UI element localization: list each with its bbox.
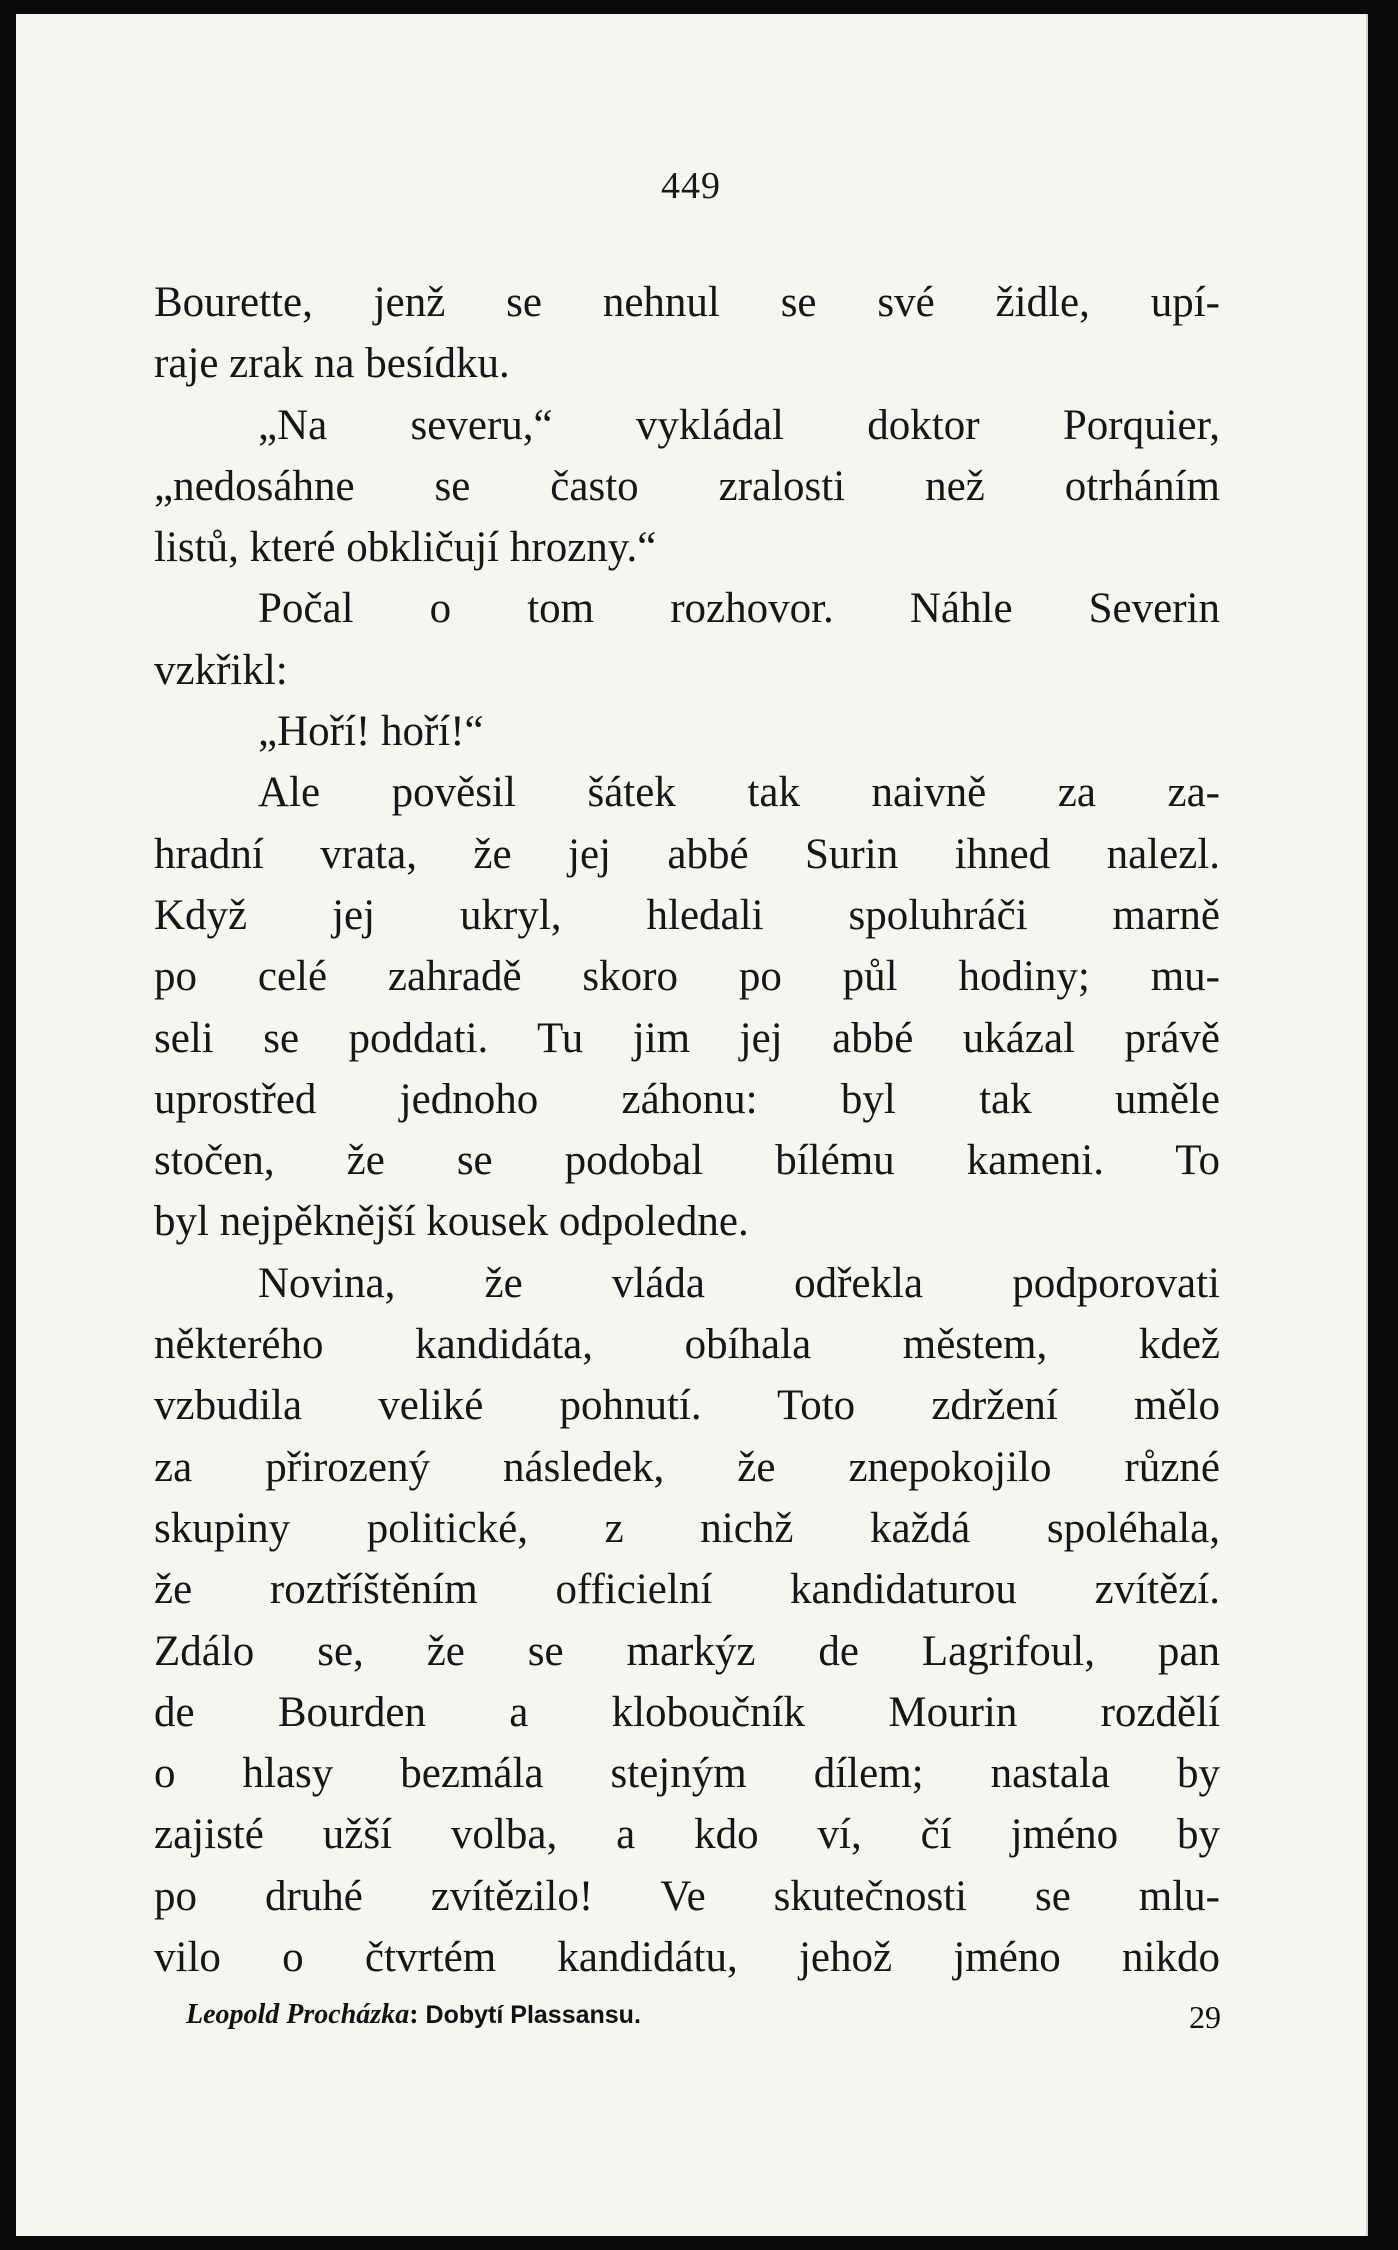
text-line: seli se poddati. Tu jim jej abbé ukázal právě	[154, 1014, 1220, 1062]
text-line: za přirozený následek, že znepokojilo různé	[154, 1443, 1220, 1491]
text-line: některého kandidáta, obíhala městem, kdež	[154, 1321, 1220, 1369]
text-line: po druhé zvítězilo! Ve skutečnosti se mlu-	[154, 1872, 1220, 1920]
text-line: raje zrak na besídku.	[154, 340, 510, 388]
text-line: byl nejpěknější kousek odpoledne.	[154, 1198, 749, 1246]
text-line: „Hoří! hoří!“	[258, 708, 484, 756]
text-line: Bourette, jenž se nehnul se své židle, upí-	[154, 279, 1220, 326]
signature-mark: 29	[1189, 1999, 1221, 2035]
book-page	[16, 14, 1368, 2236]
text-line: „Na severu,“ vykládal doktor Porquier,	[258, 401, 1220, 449]
footer-author: Leopold Procházka	[186, 1999, 410, 2030]
text-line: Ale pověsil šátek tak naivně za za-	[258, 769, 1220, 817]
text-line: vilo o čtvrtém kandidátu, jehož jméno nikdo	[154, 1934, 1220, 1982]
footer-separator: :	[409, 1999, 419, 2030]
text-line: listů, které obkličují hrozny.“	[154, 524, 657, 572]
text-line: „nedosáhne se často zralosti než otrháním	[154, 462, 1220, 510]
text-line: že roztříštěním officielní kandidaturou zvítězí.	[154, 1566, 1220, 1614]
text-line: Když jej ukryl, hledali spoluhráči marně	[154, 891, 1220, 939]
text-line: po celé zahradě skoro po půl hodiny; mu-	[154, 953, 1220, 1001]
text-line: o hlasy bezmála stejným dílem; nastala by	[154, 1750, 1220, 1798]
text-line: Novina, že vláda odřekla podporovati	[258, 1259, 1220, 1307]
text-line: hradní vrata, že jej abbé Surin ihned nalezl.	[154, 830, 1220, 878]
text-line: Zdálo se, že se markýz de Lagrifoul, pan	[154, 1627, 1220, 1675]
text-line: vzkřikl:	[154, 646, 288, 694]
text-line: zajisté užší volba, a kdo ví, čí jméno by	[154, 1811, 1220, 1859]
text-line: uprostřed jednoho záhonu: byl tak uměle	[154, 1075, 1220, 1123]
footer-title: Dobytí Plassansu.	[425, 2001, 641, 2029]
page-footer	[186, 1999, 1221, 2039]
text-line: skupiny politické, z nichž každá spoléhala,	[154, 1504, 1220, 1552]
body-text	[154, 272, 1220, 1988]
text-line: Počal o tom rozhovor. Náhle Severin	[258, 585, 1220, 633]
text-line: vzbudila veliké pohnutí. Toto zdržení mělo	[154, 1382, 1220, 1430]
text-line: de Bourden a kloboučník Mourin rozdělí	[154, 1688, 1220, 1736]
text-line: stočen, že se podobal bílému kameni. To	[154, 1137, 1220, 1185]
page-number: 449	[661, 165, 721, 207]
